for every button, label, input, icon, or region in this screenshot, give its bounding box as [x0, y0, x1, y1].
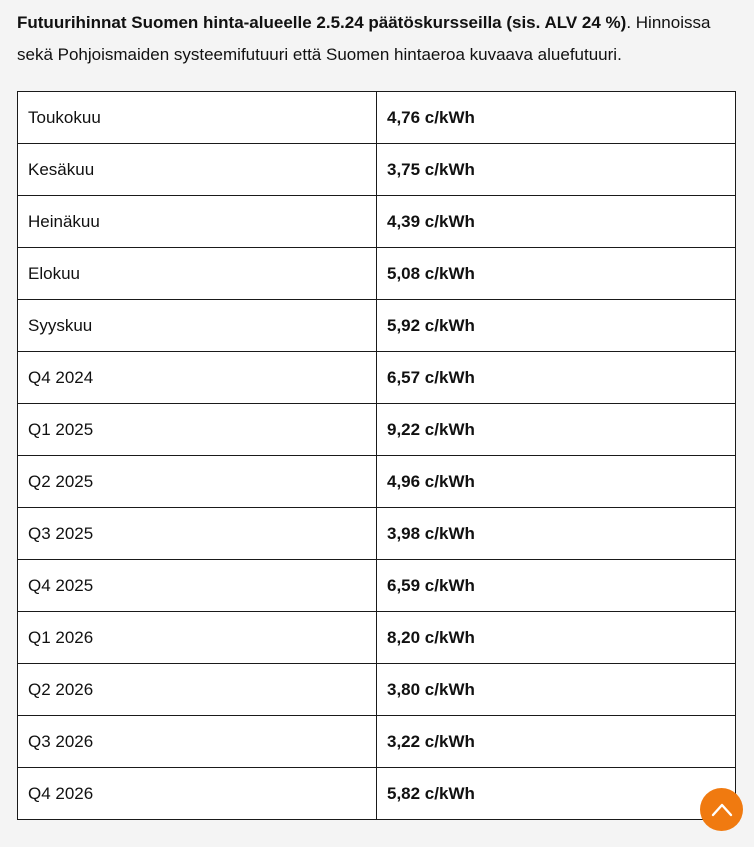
- period-cell: Q2 2026: [18, 664, 377, 716]
- table-row: [18, 300, 736, 352]
- price-cell: 6,59 c/kWh: [377, 560, 736, 612]
- table-row: [18, 716, 736, 768]
- period-cell: Q4 2025: [18, 560, 377, 612]
- table-row: [18, 352, 736, 404]
- intro-heading: Futuurihinnat Suomen hinta-alueelle 2.5.24 päätöskursseilla (sis. ALV 24 %): [17, 13, 627, 32]
- period-cell: Toukokuu: [18, 92, 377, 144]
- price-cell: 4,39 c/kWh: [377, 196, 736, 248]
- period-cell: Elokuu: [18, 248, 377, 300]
- period-cell: Q3 2025: [18, 508, 377, 560]
- table-row: [18, 456, 736, 508]
- period-cell: Kesäkuu: [18, 144, 377, 196]
- table-row: [18, 560, 736, 612]
- price-cell: 3,22 c/kWh: [377, 716, 736, 768]
- table-row: [18, 144, 736, 196]
- price-cell: 3,75 c/kWh: [377, 144, 736, 196]
- period-cell: Syyskuu: [18, 300, 377, 352]
- table-row: [18, 768, 736, 820]
- price-cell: 5,08 c/kWh: [377, 248, 736, 300]
- price-cell: 6,57 c/kWh: [377, 352, 736, 404]
- price-cell: 5,92 c/kWh: [377, 300, 736, 352]
- table-row: [18, 508, 736, 560]
- period-cell: Q4 2026: [18, 768, 377, 820]
- table-row: [18, 248, 736, 300]
- period-cell: Q3 2026: [18, 716, 377, 768]
- table-row: [18, 404, 736, 456]
- table-row: [18, 92, 736, 144]
- period-cell: Heinäkuu: [18, 196, 377, 248]
- period-cell: Q4 2024: [18, 352, 377, 404]
- price-cell: 3,98 c/kWh: [377, 508, 736, 560]
- futures-price-table: [17, 91, 736, 820]
- price-cell: 4,76 c/kWh: [377, 92, 736, 144]
- scroll-to-top-button[interactable]: [700, 788, 743, 831]
- price-cell: 4,96 c/kWh: [377, 456, 736, 508]
- table-row: [18, 196, 736, 248]
- price-cell: 9,22 c/kWh: [377, 404, 736, 456]
- price-cell: 5,82 c/kWh: [377, 768, 736, 820]
- price-cell: 3,80 c/kWh: [377, 664, 736, 716]
- price-cell: 8,20 c/kWh: [377, 612, 736, 664]
- intro-paragraph: [17, 7, 742, 71]
- table-row: [18, 612, 736, 664]
- chevron-up-icon: [710, 798, 734, 822]
- intro-text: . Hinnoissa sekä Pohjoismaiden systeemifutuuri että Suomen hintaeroa kuvaava aluefutuuri.: [17, 13, 711, 64]
- period-cell: Q1 2026: [18, 612, 377, 664]
- period-cell: Q2 2025: [18, 456, 377, 508]
- table-row: [18, 664, 736, 716]
- period-cell: Q1 2025: [18, 404, 377, 456]
